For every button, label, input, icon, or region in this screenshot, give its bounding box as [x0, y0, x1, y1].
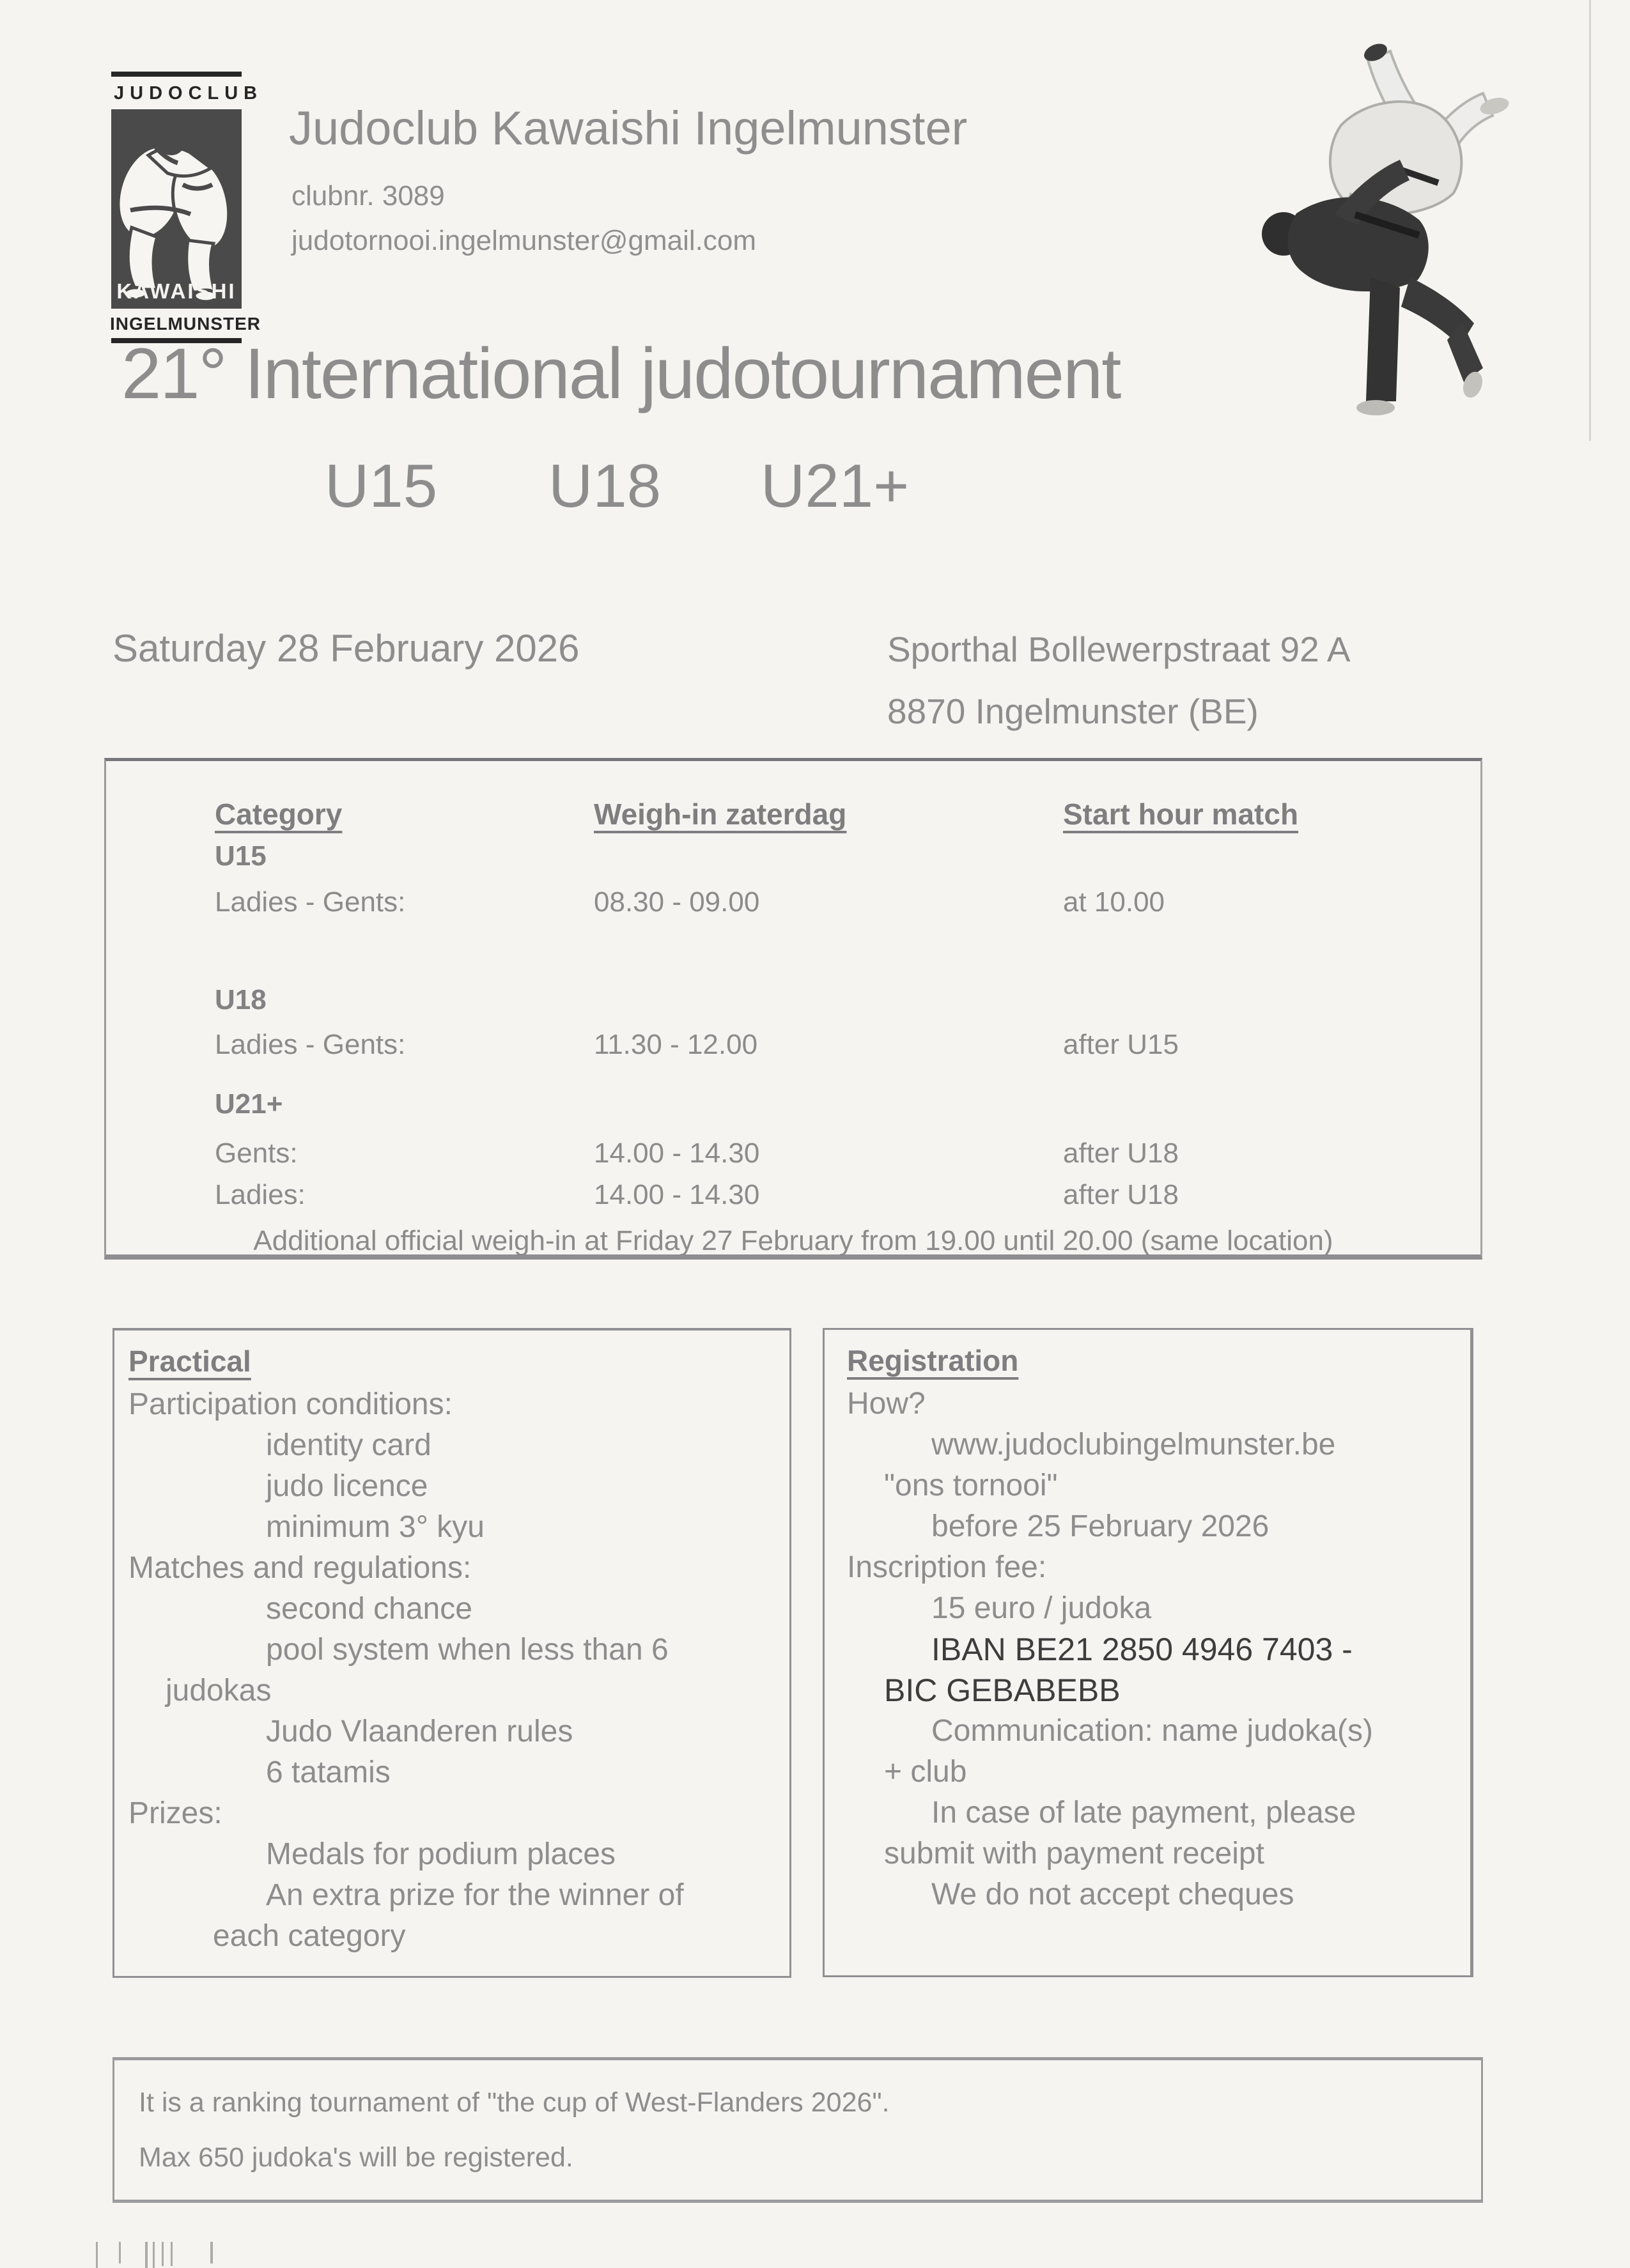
schedule-group-u21plus: U21+	[215, 1088, 283, 1120]
logo-kawaishi-label: KAWAISHI	[116, 279, 237, 303]
practical-line: Matches and regulations:	[128, 1551, 472, 1585]
schedule-row	[215, 886, 1461, 918]
category-u15: U15	[325, 452, 438, 520]
schedule-header-row	[215, 797, 1461, 831]
column-header-weigh-in: Weigh-in zaterdag	[594, 798, 847, 831]
scan-artifact-marks	[96, 2242, 262, 2268]
registration-line: How?	[847, 1387, 926, 1421]
registration-line: submit with payment receipt	[884, 1837, 1264, 1871]
registration-line: In case of late payment, please	[931, 1796, 1356, 1830]
event-date: Saturday 28 February 2026	[113, 627, 580, 670]
row-weigh-in: 11.30 - 12.00	[594, 1029, 758, 1060]
venue-address	[887, 619, 1351, 743]
practical-line: Medals for podium places	[266, 1837, 616, 1871]
practical-line: second chance	[266, 1592, 472, 1626]
additional-weigh-in-note: Additional official weigh-in at Friday 27 February from 19.00 until 20.00 (same location)	[253, 1225, 1333, 1256]
footer-note-box	[113, 2057, 1483, 2203]
row-weigh-in: 14.00 - 14.30	[594, 1179, 760, 1210]
practical-line: 6 tatamis	[266, 1755, 391, 1789]
max-judokas-note: Max 650 judoka's will be registered.	[139, 2142, 573, 2173]
logo-top-bar	[111, 72, 242, 77]
registration-website: www.judoclubingelmunster.be	[931, 1428, 1336, 1462]
club-email: judotornooi.ingelmunster@gmail.com	[291, 225, 757, 256]
practical-line: An extra prize for the winner of	[266, 1878, 684, 1912]
registration-deadline: before 25 February 2026	[931, 1509, 1269, 1543]
practical-line: each category	[213, 1919, 406, 1953]
practical-title: Practical	[128, 1345, 251, 1378]
row-start: after U18	[1063, 1179, 1179, 1210]
practical-line: judokas	[166, 1674, 272, 1708]
row-who: Ladies:	[215, 1179, 306, 1210]
row-who: Ladies - Gents:	[215, 1029, 406, 1060]
practical-line: Participation conditions:	[128, 1387, 453, 1421]
category-u21plus: U21+	[761, 452, 910, 520]
row-start: after U18	[1063, 1138, 1179, 1169]
practical-line: identity card	[266, 1428, 431, 1462]
registration-fee: 15 euro / judoka	[931, 1591, 1152, 1625]
club-logo	[110, 72, 263, 343]
schedule-table	[104, 758, 1482, 1260]
schedule-row	[215, 1029, 1461, 1061]
registration-line: "ons tornooi"	[884, 1469, 1058, 1502]
logo-judoclub-label: JUDOCLUB	[114, 83, 263, 104]
row-weigh-in: 08.30 - 09.00	[594, 886, 760, 918]
registration-line: Communication: name judoka(s)	[931, 1714, 1373, 1748]
row-who: Ladies - Gents:	[215, 886, 406, 918]
practical-line: Prizes:	[128, 1796, 222, 1830]
logo-ingelmunster-label: INGELMUNSTER	[110, 314, 261, 334]
registration-title: Registration	[847, 1344, 1019, 1377]
page-title: 21° International judotournament	[121, 334, 1121, 413]
venue-city: 8870 Ingelmunster (BE)	[887, 691, 1259, 731]
schedule-group-u15: U15	[215, 840, 267, 872]
age-categories-line	[0, 451, 1630, 528]
ranking-tournament-note: It is a ranking tournament of "the cup of West-Flanders 2026".	[139, 2087, 890, 2118]
row-who: Gents:	[215, 1138, 298, 1169]
column-header-start-hour: Start hour match	[1063, 798, 1299, 831]
bic-code: BIC GEBABEBB	[884, 1672, 1121, 1708]
column-header-category: Category	[215, 798, 343, 831]
venue-street: Sporthal Bollewerpstraat 92 A	[887, 629, 1351, 669]
practical-line: judo licence	[266, 1469, 428, 1503]
registration-line: Inscription fee:	[847, 1550, 1047, 1584]
practical-line: Judo Vlaanderen rules	[266, 1715, 573, 1748]
judo-throw-photo	[1207, 23, 1514, 428]
schedule-row	[215, 1138, 1461, 1169]
schedule-group-u18: U18	[215, 984, 267, 1015]
row-start: after U15	[1063, 1029, 1179, 1060]
scan-edge-artifact	[1589, 0, 1591, 441]
iban-number: IBAN BE21 2850 4946 7403 -	[931, 1632, 1353, 1667]
practical-box	[113, 1328, 791, 1978]
club-number: clubnr. 3089	[291, 180, 445, 212]
schedule-row	[215, 1179, 1461, 1211]
registration-line: + club	[884, 1755, 967, 1789]
category-u18: U18	[548, 452, 662, 520]
club-name: Judoclub Kawaishi Ingelmunster	[289, 102, 968, 155]
row-start: at 10.00	[1063, 886, 1165, 918]
registration-box	[823, 1328, 1473, 1977]
registration-line: We do not accept cheques	[931, 1878, 1294, 1911]
logo-art-panel	[111, 109, 242, 309]
practical-line: pool system when less than 6	[266, 1633, 669, 1667]
practical-line: minimum 3° kyu	[266, 1510, 485, 1544]
row-weigh-in: 14.00 - 14.30	[594, 1138, 760, 1169]
